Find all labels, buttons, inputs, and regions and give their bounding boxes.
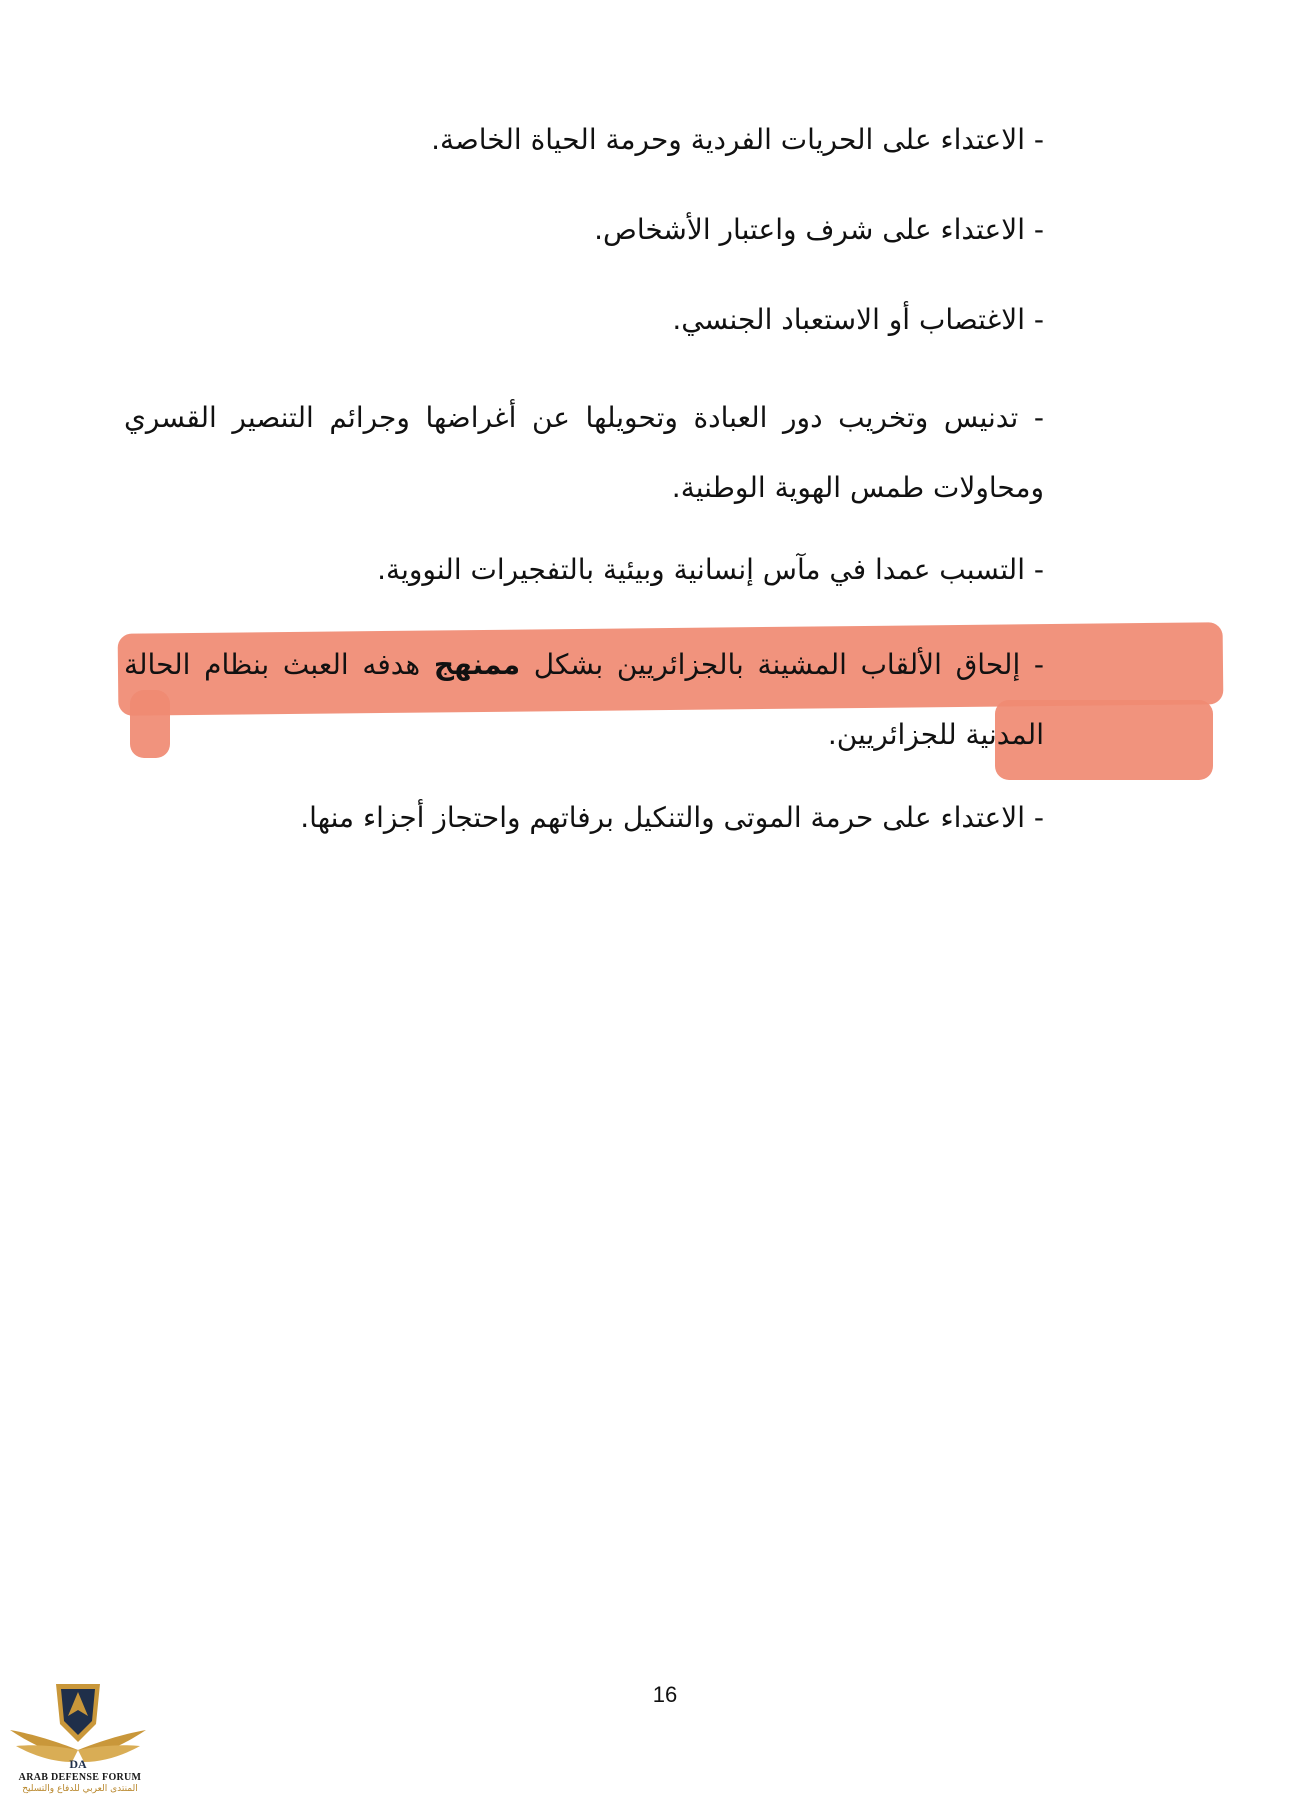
highlighted-list-item [124,630,1044,770]
logo-name-ar: المنتدى العربي للدفاع والتسليح [22,1784,138,1794]
list-item: - الاعتداء على حرمة الموتى والتنكيل برفاتهم واحتجاز أجزاء منها. [300,801,1044,834]
list-item: - الاعتداء على الحريات الفردية وحرمة الحياة الخاصة. [431,123,1044,156]
logo-badge: DA [69,1757,87,1771]
page-number: 16 [652,1682,678,1707]
item-text: - إلحاق الألقاب المشينة بالجزائريين بشكل [520,648,1045,681]
list-item: - الاغتصاب أو الاستعباد الجنسي. [672,303,1044,336]
bold-word: ممنهج [433,648,521,681]
list-item: - الاعتداء على شرف واعتبار الأشخاص. [594,213,1044,246]
list-item: - التسبب عمدا في مآس إنسانية وبيئية بالتفجيرات النووية. [377,553,1044,586]
item-text: هدفه العبث بنظام الحالة المدنية للجزائريين. [124,648,1044,751]
logo-name-en: ARAB DEFENSE FORUM [18,1772,142,1783]
list-item: - تدنيس وتخريب دور العبادة وتحويلها عن أغراضها وجرائم التنصير القسري ومحاولات طمس الهوية الوطنية. [124,401,1044,504]
